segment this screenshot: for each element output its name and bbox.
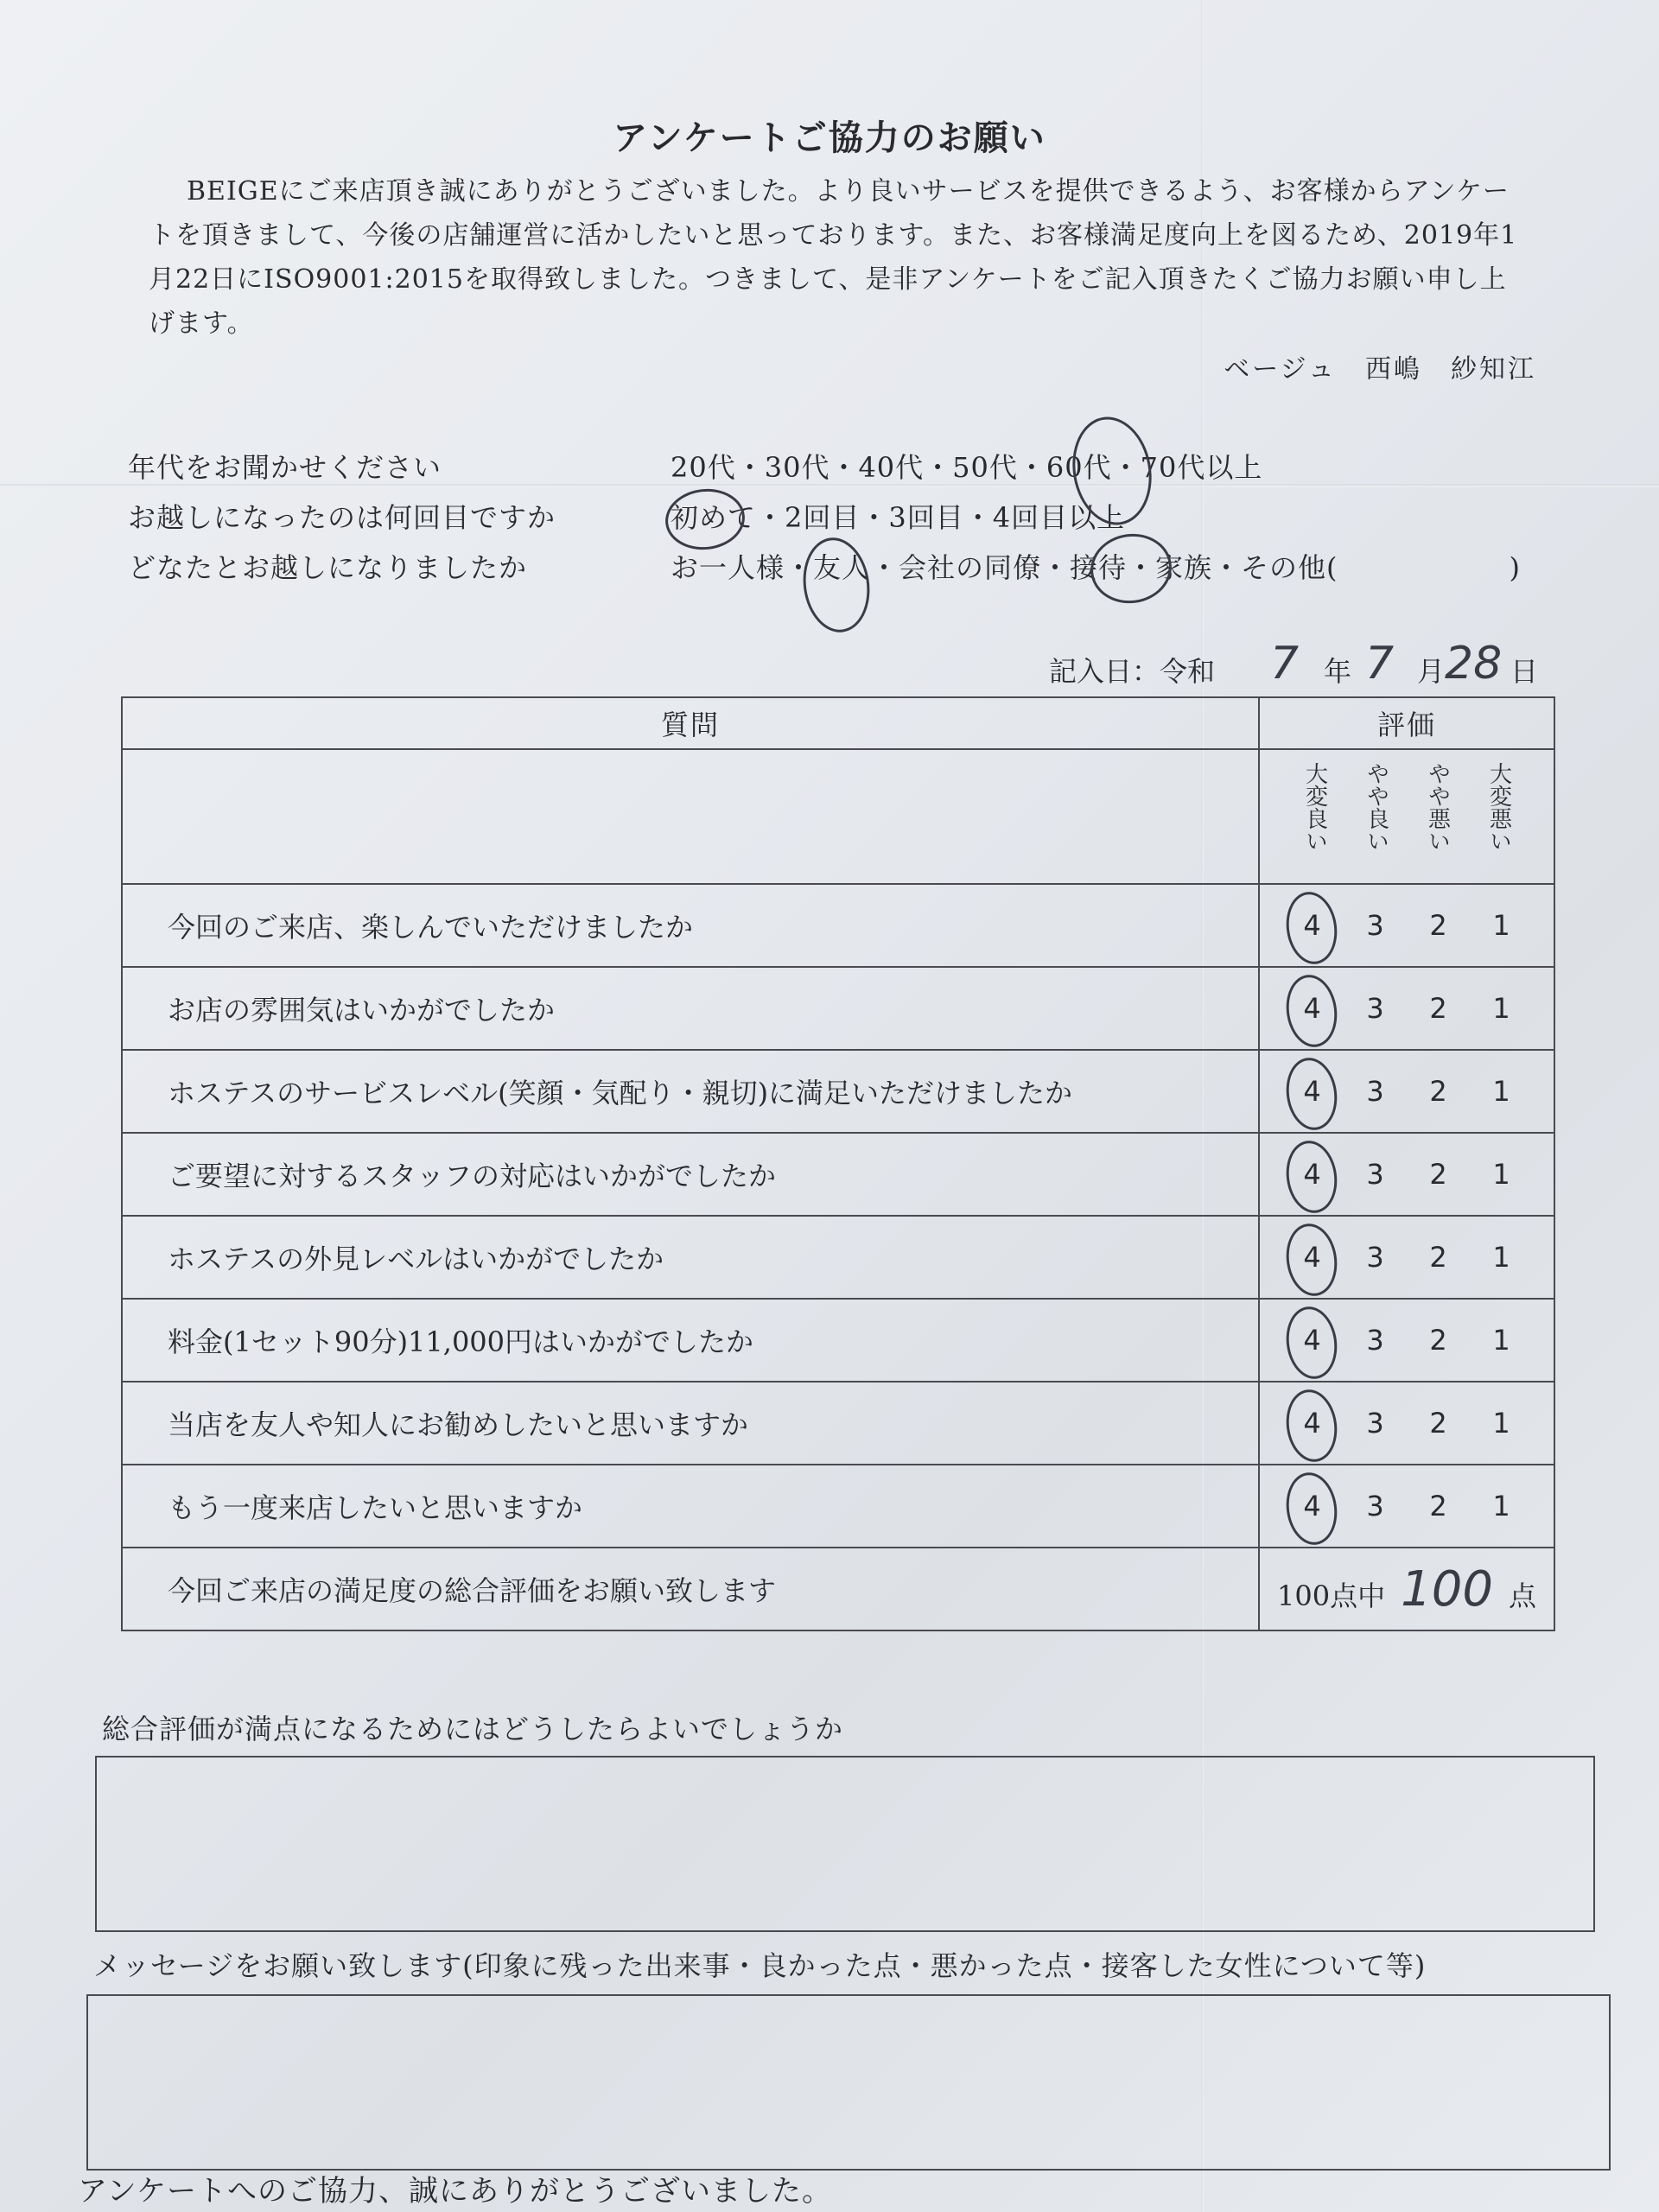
rating-option[interactable]: 1 xyxy=(1492,992,1510,1025)
rating-options xyxy=(1260,992,1554,1025)
intro-paragraph: BEIGEにご来店頂き誠にありがとうございました。より良いサービスを提供できるよう、お客様からアンケートを頂きまして、今後の店舗運営に活かしたいと思っております。また、お客様満足度向上を図るため、2019年1月22日にISO9001:2015を取得致しました。つきまして、是非アンケートをご記入頂きたくご協力お願い申し上げます。 xyxy=(149,176,1518,339)
survey-table xyxy=(121,696,1555,1631)
total-score-row xyxy=(122,1548,1554,1630)
age-question: 年代をお聞かせください xyxy=(128,451,442,484)
rating-option-selected[interactable]: 4 xyxy=(1290,1324,1335,1357)
question-text: ご要望に対するスタッフの対応はいかがでしたか xyxy=(122,1133,1259,1216)
page-title: アンケートご協力のお願い xyxy=(613,118,1046,158)
age-options[interactable]: 20代・30代・40代・50代・60代・70代以上 xyxy=(671,451,1263,484)
question-text: ホステスの外見レベルはいかがでしたか xyxy=(122,1216,1259,1299)
table-row xyxy=(122,967,1554,1050)
companion-question: どなたとお越しになりましたか xyxy=(128,551,528,584)
rating-option[interactable]: 1 xyxy=(1492,1490,1510,1522)
rating-option[interactable]: 1 xyxy=(1492,1158,1510,1191)
date-label: 記入日：令和 xyxy=(1049,655,1216,688)
rating-option[interactable]: 3 xyxy=(1366,1241,1384,1274)
rating-column-header: 評価 xyxy=(1259,697,1554,749)
rating-option[interactable]: 3 xyxy=(1366,1324,1384,1357)
scale-label: やや悪い xyxy=(1424,762,1451,852)
signature: ベージュ 西嶋 紗知江 xyxy=(1224,354,1536,385)
table-row xyxy=(122,1299,1554,1382)
rating-options xyxy=(1260,1075,1554,1108)
scale-label: 大変悪い xyxy=(1485,762,1512,852)
table-row xyxy=(122,1133,1554,1216)
question-column-header: 質問 xyxy=(122,697,1259,749)
question-text: 当店を友人や知人にお勧めしたいと思いますか xyxy=(122,1382,1259,1465)
score-value[interactable]: 100 xyxy=(1401,1560,1493,1618)
question-text: ホステスのサービスレベル(笑顔・気配り・親切)に満足いただけましたか xyxy=(122,1050,1259,1133)
rating-options xyxy=(1260,1407,1554,1440)
table-row xyxy=(122,1050,1554,1133)
visit-count-options[interactable]: 初めて・2回目・3回目・4回目以上 xyxy=(671,501,1126,534)
rating-option[interactable]: 2 xyxy=(1429,909,1447,942)
rating-option[interactable]: 2 xyxy=(1429,992,1447,1025)
rating-option-selected[interactable]: 4 xyxy=(1290,1158,1335,1191)
rating-option[interactable]: 2 xyxy=(1429,1075,1447,1108)
rating-option[interactable]: 3 xyxy=(1366,1158,1384,1191)
companion-business-circle xyxy=(1086,529,1176,608)
rating-option[interactable]: 1 xyxy=(1492,1324,1510,1357)
question-text: 今回のご来店、楽しんでいただけましたか xyxy=(122,884,1259,967)
companion-options[interactable]: お一人様・友人・会社の同僚・接待・家族・その他( ) xyxy=(671,551,1521,584)
date-day[interactable]: 28 xyxy=(1445,638,1503,690)
question-text: もう一度来店したいと思いますか xyxy=(122,1465,1259,1548)
rating-option[interactable]: 2 xyxy=(1429,1490,1447,1522)
date-year-unit: 年 xyxy=(1324,655,1352,688)
rating-option[interactable]: 1 xyxy=(1492,1407,1510,1440)
scale-label: やや良い xyxy=(1363,762,1389,852)
rating-option-selected[interactable]: 4 xyxy=(1290,1490,1335,1522)
question-text: 料金(1セット90分)11,000円はいかがでしたか xyxy=(122,1299,1259,1382)
date-day-unit: 日 xyxy=(1510,655,1539,688)
score-prefix: 100点中 xyxy=(1277,1579,1386,1612)
message-label: メッセージをお願い致します(印象に残った出来事・良かった点・悪かった点・接客した女性について等) xyxy=(93,1949,1427,1982)
message-textbox[interactable] xyxy=(86,1994,1611,2171)
rating-option[interactable]: 2 xyxy=(1429,1407,1447,1440)
date-month[interactable]: 7 xyxy=(1365,638,1395,690)
rating-options xyxy=(1260,909,1554,942)
rating-option[interactable]: 3 xyxy=(1366,992,1384,1025)
rating-option-selected[interactable]: 4 xyxy=(1290,909,1335,942)
rating-options xyxy=(1260,1490,1554,1522)
rating-options xyxy=(1260,1158,1554,1191)
table-row xyxy=(122,884,1554,967)
rating-option[interactable]: 3 xyxy=(1366,1407,1384,1440)
scale-header xyxy=(1259,749,1554,884)
score-suffix: 点 xyxy=(1508,1579,1536,1612)
table-row xyxy=(122,1216,1554,1299)
rating-option-selected[interactable]: 4 xyxy=(1290,1407,1335,1440)
rating-option[interactable]: 3 xyxy=(1366,1075,1384,1108)
visit-count-question: お越しになったのは何回目ですか xyxy=(128,501,556,534)
rating-option[interactable]: 1 xyxy=(1492,1241,1510,1274)
rating-options xyxy=(1260,1324,1554,1357)
rating-option-selected[interactable]: 4 xyxy=(1290,1241,1335,1274)
rating-option[interactable]: 3 xyxy=(1366,909,1384,942)
rating-options xyxy=(1260,1241,1554,1274)
footer-thanks: アンケートへのご協力、誠にありがとうございました。 xyxy=(78,2174,832,2209)
rating-option-selected[interactable]: 4 xyxy=(1290,992,1335,1025)
question-text: お店の雰囲気はいかがでしたか xyxy=(122,967,1259,1050)
scale-header-spacer xyxy=(122,749,1259,884)
improvement-textbox[interactable] xyxy=(95,1756,1595,1932)
rating-option[interactable]: 2 xyxy=(1429,1241,1447,1274)
table-row xyxy=(122,1382,1554,1465)
rating-option-selected[interactable]: 4 xyxy=(1290,1075,1335,1108)
rating-option[interactable]: 1 xyxy=(1492,1075,1510,1108)
rating-option[interactable]: 3 xyxy=(1366,1490,1384,1522)
improvement-label: 総合評価が満点になるためにはどうしたらよいでしょうか xyxy=(102,1713,844,1745)
rating-option[interactable]: 2 xyxy=(1429,1324,1447,1357)
table-row xyxy=(122,1465,1554,1548)
date-year[interactable]: 7 xyxy=(1270,638,1300,690)
total-score xyxy=(1260,1561,1554,1618)
total-question-text: 今回ご来店の満足度の総合評価をお願い致します xyxy=(122,1548,1259,1630)
rating-option[interactable]: 1 xyxy=(1492,909,1510,942)
scale-label: 大変良い xyxy=(1301,762,1328,852)
date-month-unit: 月 xyxy=(1417,655,1446,688)
rating-option[interactable]: 2 xyxy=(1429,1158,1447,1191)
